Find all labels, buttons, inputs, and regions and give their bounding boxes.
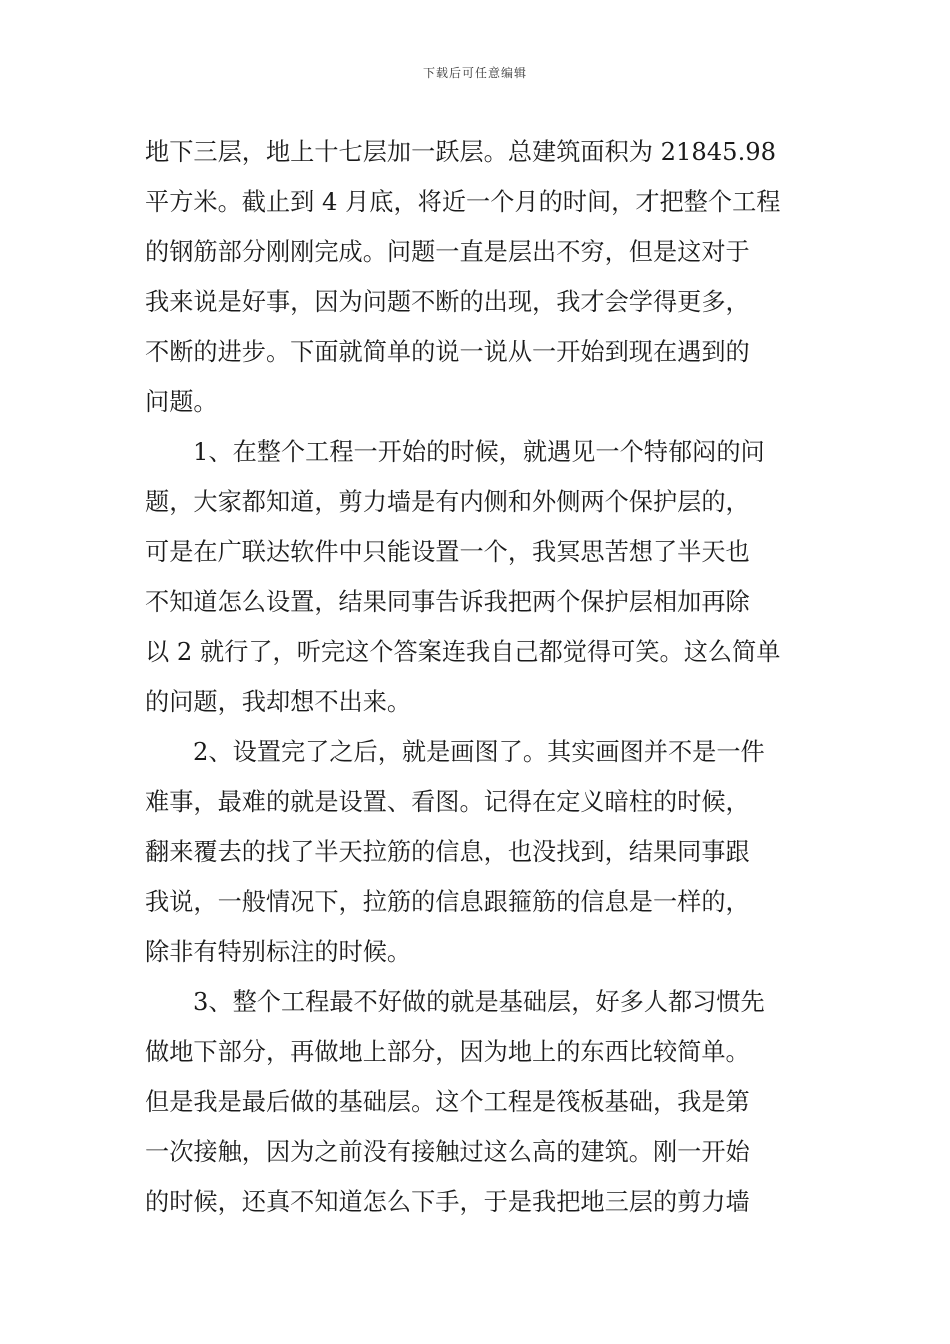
text-line: 不断的进步。下面就简单的说一说从一开始到现在遇到的 [145, 338, 750, 366]
page-header: 下载后可任意编辑 [422, 66, 527, 80]
text-line: 我来说是好事，因为问题不断的出现，我才会学得更多， [145, 288, 750, 316]
text-line: 的钢筋部分刚刚完成。问题一直是层出不穷，但是这对于 [145, 238, 750, 266]
paragraph-intro [145, 127, 807, 427]
text-line: 以 2 就行了，听完这个答案连我自己都觉得可笑。这么简单 [145, 638, 781, 666]
text-line: 可是在广联达软件中只能设置一个，我冥思苦想了半天也 [145, 538, 750, 566]
text-line: 2、设置完了之后，就是画图了。其实画图并不是一件 [193, 738, 765, 766]
text-line: 除非有特别标注的时候。 [145, 938, 412, 966]
document-body [145, 127, 807, 1227]
text-line: 我说，一般情况下，拉筋的信息跟箍筋的信息是一样的， [145, 888, 750, 916]
text-line: 不知道怎么设置，结果同事告诉我把两个保护层相加再除 [145, 588, 750, 616]
text-line: 的时候，还真不知道怎么下手，于是我把地三层的剪力墙 [145, 1188, 750, 1216]
text-line: 难事，最难的就是设置、看图。记得在定义暗柱的时候， [145, 788, 750, 816]
text-line: 问题。 [145, 388, 218, 416]
text-line: 平方米。截止到 4 月底，将近一个月的时间，才把整个工程 [145, 188, 781, 216]
paragraph-item-1 [145, 427, 807, 727]
text-line: 做地下部分，再做地上部分，因为地上的东西比较简单。 [145, 1038, 750, 1066]
text-line: 但是我是最后做的基础层。这个工程是筏板基础，我是第 [145, 1088, 750, 1116]
text-line: 的问题，我却想不出来。 [145, 688, 412, 716]
text-line: 地下三层，地上十七层加一跃层。总建筑面积为 21845.98 [145, 138, 777, 166]
text-line: 题，大家都知道，剪力墙是有内侧和外侧两个保护层的， [145, 488, 750, 516]
text-line: 一次接触，因为之前没有接触过这么高的建筑。刚一开始 [145, 1138, 750, 1166]
text-line: 1、在整个工程一开始的时候，就遇见一个特郁闷的问 [193, 438, 765, 466]
paragraph-item-3 [145, 977, 807, 1227]
text-line: 翻来覆去的找了半天拉筋的信息，也没找到，结果同事跟 [145, 838, 750, 866]
paragraph-item-2 [145, 727, 807, 977]
text-line: 3、整个工程最不好做的就是基础层，好多人都习惯先 [193, 988, 765, 1016]
